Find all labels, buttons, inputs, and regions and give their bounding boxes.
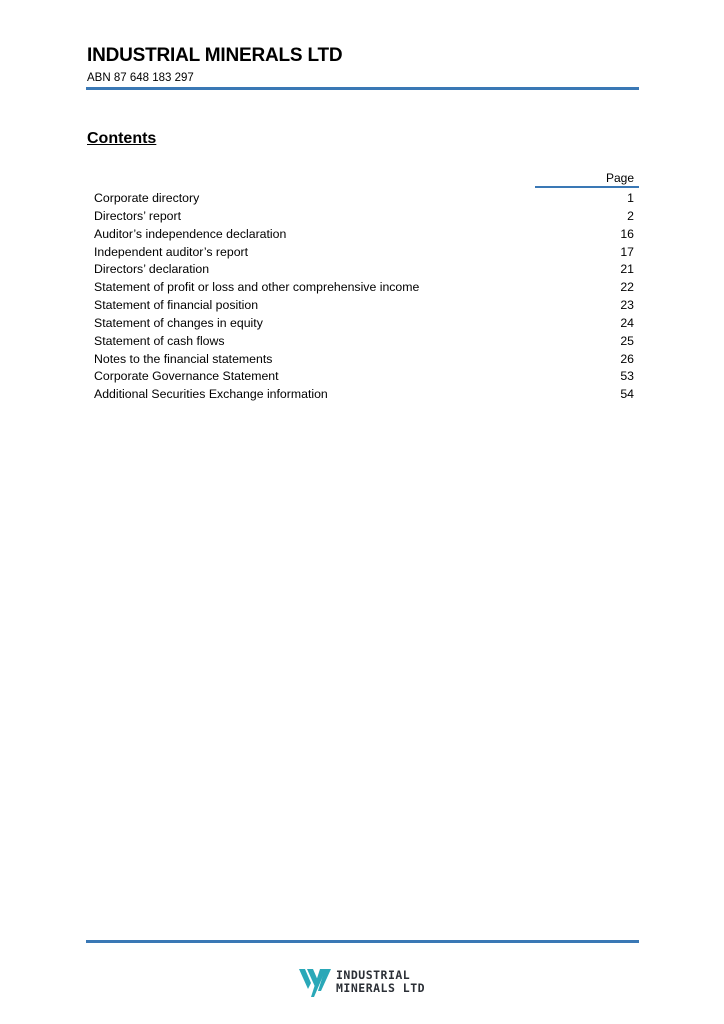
toc-page-number: 16 [620,226,634,241]
toc-row[interactable] [94,351,634,369]
company-logo [298,966,425,998]
abn-number: ABN 87 648 183 297 [87,72,194,84]
toc-label: Additional Securities Exchange information [94,387,328,402]
toc-page-number: 1 [627,191,634,205]
toc-page-number: 17 [620,244,634,259]
toc-row[interactable] [94,368,634,386]
footer-rule [86,940,639,943]
toc-row[interactable] [94,244,634,262]
toc-page-number: 22 [620,280,634,295]
toc-page-number: 25 [620,333,634,348]
toc-row[interactable] [94,279,634,297]
toc-row[interactable] [94,226,634,244]
toc-label: Notes to the financial statements [94,351,273,366]
toc-row[interactable] [94,190,634,208]
logo-mark-icon [298,966,332,998]
page-column-header: Page [605,171,634,185]
toc-page-number: 26 [620,351,634,366]
table-of-contents [94,190,634,404]
toc-row[interactable] [94,333,634,351]
toc-label: Directors’ declaration [94,262,210,277]
toc-page-number: 24 [620,315,634,330]
toc-label: Directors’ report [94,208,182,223]
contents-title: Contents [87,130,157,147]
toc-label: Corporate Governance Statement [94,369,279,384]
company-name: INDUSTRIAL MINERALS LTD [87,45,343,66]
toc-label: Corporate directory [94,191,200,205]
toc-label: Statement of cash flows [94,333,225,348]
toc-label: Statement of changes in equity [94,315,263,330]
toc-page-number: 21 [620,262,634,277]
toc-row[interactable] [94,208,634,226]
toc-row[interactable] [94,315,634,333]
toc-row[interactable] [94,386,634,404]
toc-page-number: 53 [620,369,634,384]
toc-row[interactable] [94,297,634,315]
toc-page-number: 23 [620,298,634,313]
logo-text-line1: INDUSTRIAL [336,968,411,982]
page-column-underline [535,186,639,188]
toc-page-number: 54 [620,387,634,402]
toc-label: Statement of profit or loss and other comprehensive income [94,280,420,295]
toc-label: Statement of financial position [94,298,259,313]
header-rule [86,87,639,90]
toc-label: Auditor’s independence declaration [94,226,287,241]
toc-label: Independent auditor’s report [94,244,249,259]
logo-text-line2: MINERALS LTD [336,981,426,995]
toc-page-number: 2 [627,208,634,223]
toc-row[interactable] [94,261,634,279]
